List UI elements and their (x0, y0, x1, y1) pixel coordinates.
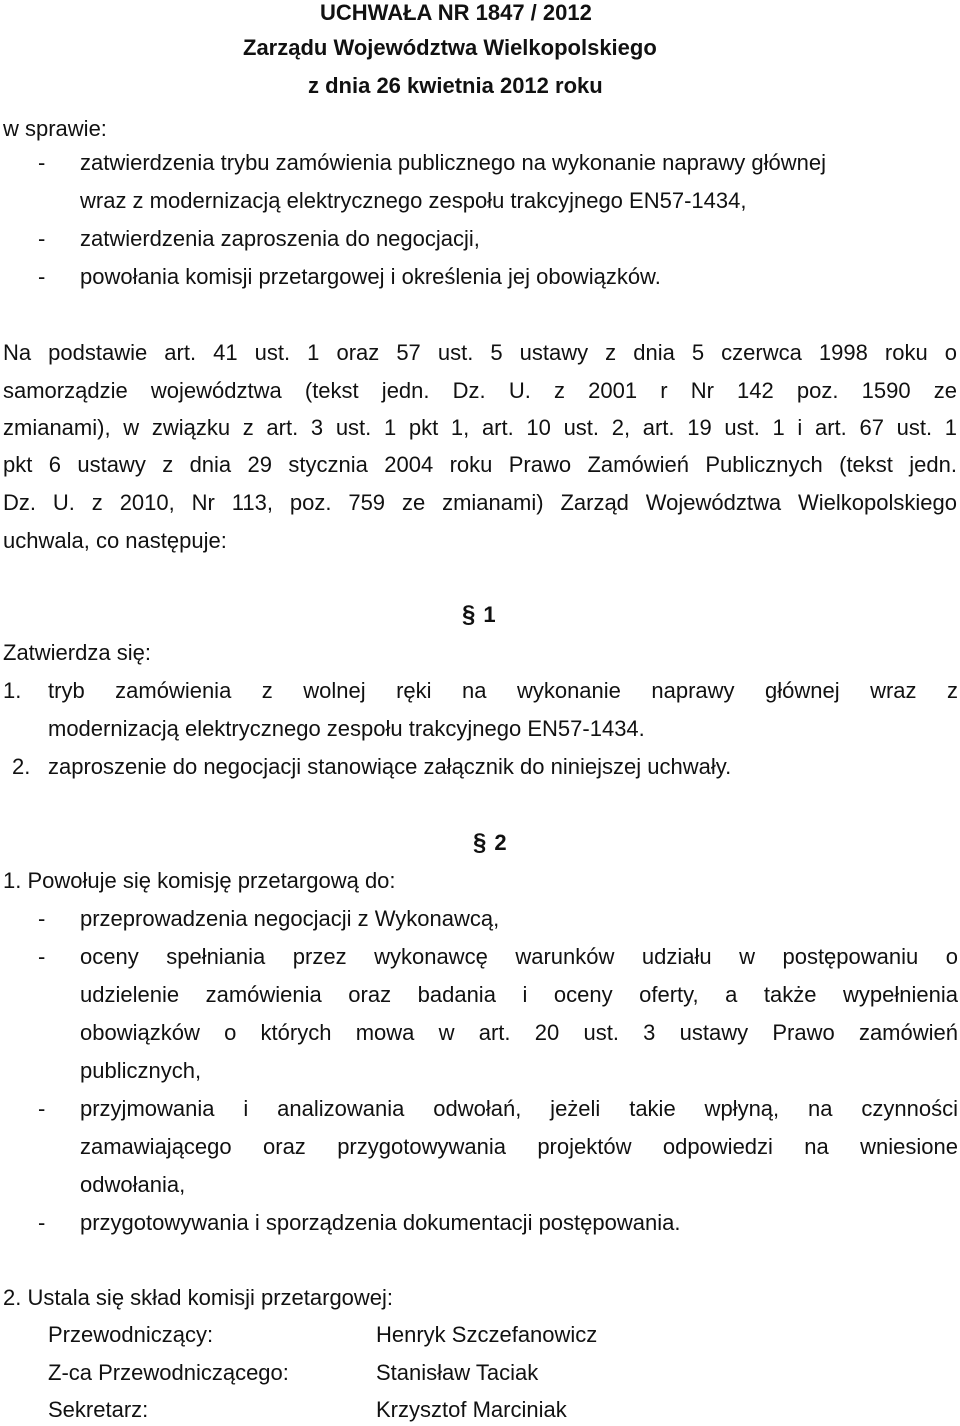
duty-dash: - (38, 906, 46, 931)
subject-item-line: zatwierdzenia zaproszenia do negocjacji, (80, 226, 480, 251)
resolution-date: z dnia 26 kwietnia 2012 roku (308, 73, 603, 98)
basis-line: zmianami), w związku z art. 3 ust. 1 pkt 1, art. 10 ust. 2, art. 19 ust. 1 i art. 67 ust. 1 (3, 415, 957, 440)
subject-item-dash: - (38, 226, 46, 251)
basis-line: Dz. U. z 2010, Nr 113, poz. 759 ze zmianami) Zarząd Województwa Wielkopolskiego (3, 490, 957, 515)
point-number: 1. (3, 678, 22, 703)
point-line: modernizacją elektrycznego zespołu trakcyjnego EN57-1434. (48, 716, 645, 741)
duty-line: publicznych, (80, 1058, 202, 1083)
member-role: Przewodniczący: (48, 1322, 214, 1347)
subject-item-dash: - (38, 264, 46, 289)
resolution-issuer: Zarządu Województwa Wielkopolskiego (243, 35, 657, 60)
section-2-heading (473, 830, 507, 856)
duty-line: przygotowywania i sporządzenia dokumentacji postępowania. (80, 1210, 681, 1235)
duty-line: zamawiającego oraz przygotowywania projektów odpowiedzi na wniesione (80, 1134, 958, 1159)
section-1-heading (462, 602, 496, 628)
basis-line: uchwala, co następuje: (3, 528, 227, 553)
duty-dash: - (38, 944, 46, 969)
duty-line: obowiązków o których mowa w art. 20 ust. 3 ustawy Prawo zamówień (80, 1020, 958, 1045)
duty-line: udzielenie zamówienia oraz badania i oceny oferty, a także wypełnienia (80, 982, 958, 1007)
section-2-point-1: 1. Powołuje się komisję przetargową do: (3, 868, 396, 893)
subject-item-line: zatwierdzenia trybu zamówienia publicznego na wykonanie naprawy głównej (80, 150, 826, 175)
member-name: Stanisław Taciak (376, 1360, 539, 1385)
subject-item-dash: - (38, 150, 46, 175)
subject-item-line: wraz z modernizacją elektrycznego zespołu trakcyjnego EN57-1434, (80, 188, 747, 213)
member-role: Z-ca Przewodniczącego: (48, 1360, 289, 1385)
section-sign: § (473, 829, 487, 856)
basis-line: pkt 6 ustawy z dnia 29 stycznia 2004 roku Prawo Zamówień Publicznych (tekst jedn. (3, 452, 957, 477)
resolution-title: UCHWAŁA NR 1847 / 2012 (320, 0, 592, 25)
duty-line: przeprowadzenia negocjacji z Wykonawcą, (80, 906, 500, 931)
basis-line: samorządzie województwa (tekst jedn. Dz. U. z 2001 r Nr 142 poz. 1590 ze (3, 378, 957, 403)
point-line: tryb zamówienia z wolnej ręki na wykonanie naprawy głównej wraz z (48, 678, 958, 703)
member-name: Krzysztof Marciniak (376, 1397, 567, 1422)
member-role: Sekretarz: (48, 1397, 149, 1422)
duty-line: oceny spełniania przez wykonawcę warunków udziału w postępowaniu o (80, 944, 958, 969)
section-number: 1 (483, 602, 496, 627)
duty-line: odwołania, (80, 1172, 186, 1197)
duty-line: przyjmowania i analizowania odwołań, jeżeli takie wpłyną, na czynności (80, 1096, 958, 1121)
section-2-point-2: 2. Ustala się skład komisji przetargowej: (3, 1285, 394, 1310)
section-sign: § (462, 601, 476, 628)
member-name: Henryk Szczefanowicz (376, 1322, 598, 1347)
subject-label: w sprawie: (3, 116, 107, 141)
duty-dash: - (38, 1096, 46, 1121)
point-line: zaproszenie do negocjacji stanowiące załącznik do niniejszej uchwały. (48, 754, 732, 779)
subject-item-line: powołania komisji przetargowej i określenia jej obowiązków. (80, 264, 661, 289)
basis-line: Na podstawie art. 41 ust. 1 oraz 57 ust. 5 ustawy z dnia 5 czerwca 1998 roku o (3, 340, 957, 365)
section-number: 2 (494, 830, 507, 855)
section-1-intro: Zatwierdza się: (3, 640, 151, 665)
point-number: 2. (12, 754, 31, 779)
duty-dash: - (38, 1210, 46, 1235)
